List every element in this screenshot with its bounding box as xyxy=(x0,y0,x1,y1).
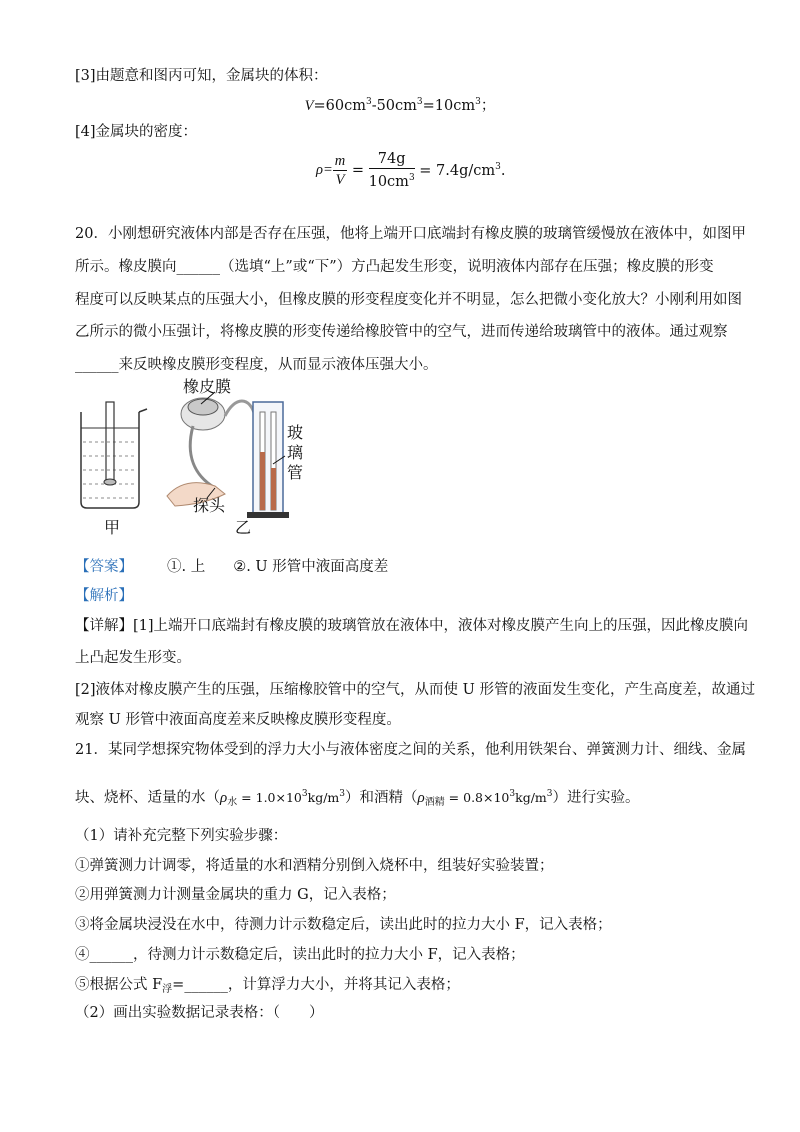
q21-part-2: （2）画出实验数据记录表格：（ ） xyxy=(75,1005,324,1021)
q20-line-5: ______来反映橡皮膜形变程度，从而显示液体压强大小。 xyxy=(75,357,438,373)
q21-step-1: ①弹簧测力计调零，将适量的水和酒精分别倒入烧杯中，组装好实验装置； xyxy=(75,858,554,874)
detail-line-2: 上凸起发生形变。 xyxy=(75,650,191,666)
q20-line-2: 所示。橡皮膜向______（选填“上”或“下”）方凸起发生形变，说明液体内部存在压强；橡皮膜的形变 xyxy=(75,259,714,275)
q20-line-4: 乙所示的微小压强计，将橡皮膜的形变传递给橡胶管中的空气，进而传递给玻璃管中的液体。通过观察 xyxy=(75,324,728,340)
q21-step-4: ④______，待测力计示数稳定后，读出此时的拉力大小 F，记入表格； xyxy=(75,947,525,963)
label-glass-1: 玻 xyxy=(287,423,304,442)
q20-line-1: 20．小刚想研究液体内部是否存在压强，他将上端开口底端封有橡皮膜的玻璃管缓慢放在液体中，如图甲 xyxy=(75,226,746,242)
label-glass-3: 管 xyxy=(287,463,304,482)
q21-step-3: ③将金属块浸没在水中，待测力计示数稳定后，读出此时的拉力大小 F，记入表格； xyxy=(75,917,612,933)
label-glass-2: 璃 xyxy=(287,443,304,462)
q21-step-2: ②用弹簧测力计测量金属块的重力 G，记入表格； xyxy=(75,887,396,903)
detail-line-4: 观察 U 形管中液面高度差来反映橡皮膜形变程度。 xyxy=(75,712,401,728)
q21-part-1: （1）请补充完整下列实验步骤： xyxy=(75,828,288,844)
answer-tag: 【答案】 xyxy=(75,559,133,575)
detail-line-3: [2]液体对橡皮膜产生的压强，压缩橡胶管中的空气，从而使 U 形管的液面发生变化，产生高度差，故通过 xyxy=(75,682,755,698)
label-yi: 乙 xyxy=(235,518,252,537)
q21-step-5: ⑤根据公式 $F_浮=\_\_\_\_\_\_$，计算浮力大小，并将其记入表格； xyxy=(75,977,460,995)
pressure-experiment-figure xyxy=(75,376,315,541)
solution-step-3: [3]由题意和图丙可知，金属块的体积： xyxy=(75,68,328,84)
answer-2: ②. U 形管中液面高度差 xyxy=(233,559,389,575)
q21-line-2: 块、烧杯、适量的水$(\rho_水 = 1.0\times 10^3kg/m^3)$和酒精$(\rho_{酒精} = 0.8\times 10^3kg/m^3)$进行实验。 xyxy=(75,789,640,808)
beaker-jia xyxy=(81,402,147,508)
label-rubber-membrane: 橡皮膜 xyxy=(183,377,232,396)
manometer-yi xyxy=(167,392,289,518)
answer-line xyxy=(75,557,388,577)
solution-step-4: [4]金属块的密度： xyxy=(75,124,198,140)
answer-1: ①. 上 xyxy=(167,559,206,575)
q20-line-3: 程度可以反映某点的压强大小，但橡皮膜的形变程度变化并不明显，怎么把微小变化放大？小刚利用如图 xyxy=(75,292,742,308)
detail-tag: 【详解】 xyxy=(75,618,133,634)
label-probe: 探头 xyxy=(193,496,226,515)
density-equation: ρ= $\frac{m}{V}$ = $\frac{74g}{10cm^3}$ = $7.4g/cm^3$. xyxy=(316,151,506,190)
figure-svg xyxy=(75,376,315,541)
q21-line-1: 21．某同学想探究物体受到的浮力大小与液体密度之间的关系，他利用铁架台、弹簧测力计、细线、金属 xyxy=(75,742,746,758)
analysis-tag: 【解析】 xyxy=(75,588,133,604)
label-jia: 甲 xyxy=(104,518,121,537)
detail-line-1: 【详解】[1]上端开口底端封有橡皮膜的玻璃管放在液体中，液体对橡皮膜产生向上的压强，因此橡皮膜向 xyxy=(75,618,749,634)
volume-equation: $V=60cm^3-50cm^3=10cm^3$； xyxy=(304,97,496,114)
